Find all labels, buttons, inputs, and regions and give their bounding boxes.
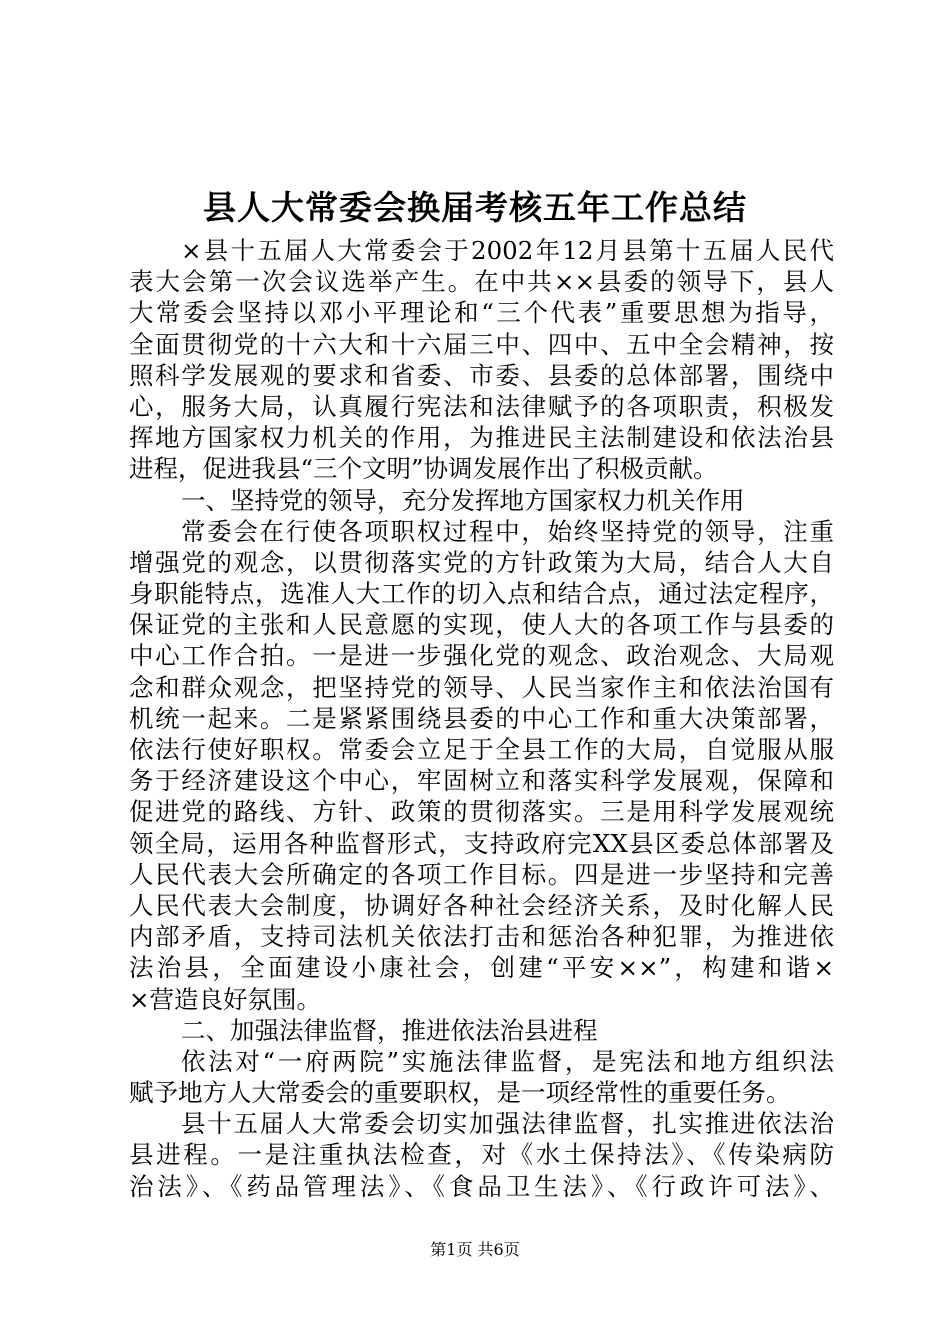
- text-line: 领全局，运用各种监督形式，支持政府完XX县区委总体部署及: [129, 828, 834, 858]
- text-line: 机统一起来。二是紧紧围绕县委的中心工作和重大决策部署，: [129, 703, 834, 733]
- text-line: ×县十五届人大常委会于2002年12月县第十五届人民代: [181, 236, 834, 265]
- document-body: [129, 235, 834, 1202]
- text-line: 县十五届人大常委会切实加强法律监督，扎实推进依法治: [181, 1109, 834, 1139]
- text-line: 增强党的观念，以贯彻落实党的方针政策为大局，结合人大自: [129, 547, 834, 577]
- text-line: 中心工作合拍。一是进一步强化党的观念、政治观念、大局观: [129, 641, 834, 671]
- text-line: 大常委会坚持以邓小平理论和“三个代表”重要思想为指导，: [129, 298, 834, 328]
- text-line: 表大会第一次会议选举产生。在中共××县委的领导下，县人: [129, 267, 834, 297]
- text-line: 人民代表大会制度，协调好各种社会经济关系，及时化解人民: [129, 890, 834, 920]
- text-line: ×营造良好氛围。: [129, 984, 322, 1014]
- text-line: 照科学发展观的要求和省委、市委、县委的总体部署，围绕中: [129, 360, 834, 390]
- text-line: 一、坚持党的领导，充分发挥地方国家权力机关作用: [181, 485, 745, 515]
- text-line: 务于经济建设这个中心，牢固树立和落实科学发展观，保障和: [129, 766, 834, 796]
- text-line: 保证党的主张和人民意愿的实现，使人大的各项工作与县委的: [129, 610, 834, 640]
- text-line: 县进程。一是注重执法检查，对《水土保持法》、《传染病防: [129, 1140, 834, 1170]
- text-line: 内部矛盾，支持司法机关依法打击和惩治各种犯罪，为推进依: [129, 922, 834, 952]
- text-line: 依法对“一府两院”实施法律监督，是宪法和地方组织法: [181, 1046, 834, 1076]
- text-line: 治法》、《药品管理法》、《食品卫生法》、《行政许可法》、: [129, 1171, 834, 1201]
- text-line: 赋予地方人大常委会的重要职权，是一项经常性的重要任务。: [129, 1078, 791, 1108]
- text-line: 二、加强法律监督，推进依法治县进程: [181, 1015, 598, 1045]
- text-line: 人民代表大会所确定的各项工作目标。四是进一步坚持和完善: [129, 859, 834, 889]
- text-line: 依法行使好职权。常委会立足于全县工作的大局，自觉服从服: [129, 735, 834, 764]
- text-line: 促进党的路线、方针、政策的贯彻落实。三是用科学发展观统: [129, 797, 834, 827]
- document-title: 县人大常委会换届考核五年工作总结: [203, 188, 747, 227]
- text-line: 进程，促进我县“三个文明”协调发展作出了积极贡献。: [129, 454, 718, 484]
- text-line: 念和群众观念，把坚持党的领导、人民当家作主和依法治国有: [129, 672, 834, 702]
- text-line: 全面贯彻党的十六大和十六届三中、四中、五中全会精神，按: [129, 329, 834, 359]
- page-footer: 第1页 共6页: [430, 1240, 520, 1259]
- text-line: 法治县，全面建设小康社会，创建“平安××”，构建和谐×: [129, 953, 834, 983]
- text-line: 挥地方国家权力机关的作用，为推进民主法制建设和依法治县: [129, 423, 834, 453]
- text-line: 身职能特点，选准人大工作的切入点和结合点，通过法定程序，: [129, 579, 834, 609]
- text-line: 心，服务大局，认真履行宪法和法律赋予的各项职责，积极发: [129, 391, 834, 421]
- text-line: 常委会在行使各项职权过程中，始终坚持党的领导，注重: [181, 516, 834, 546]
